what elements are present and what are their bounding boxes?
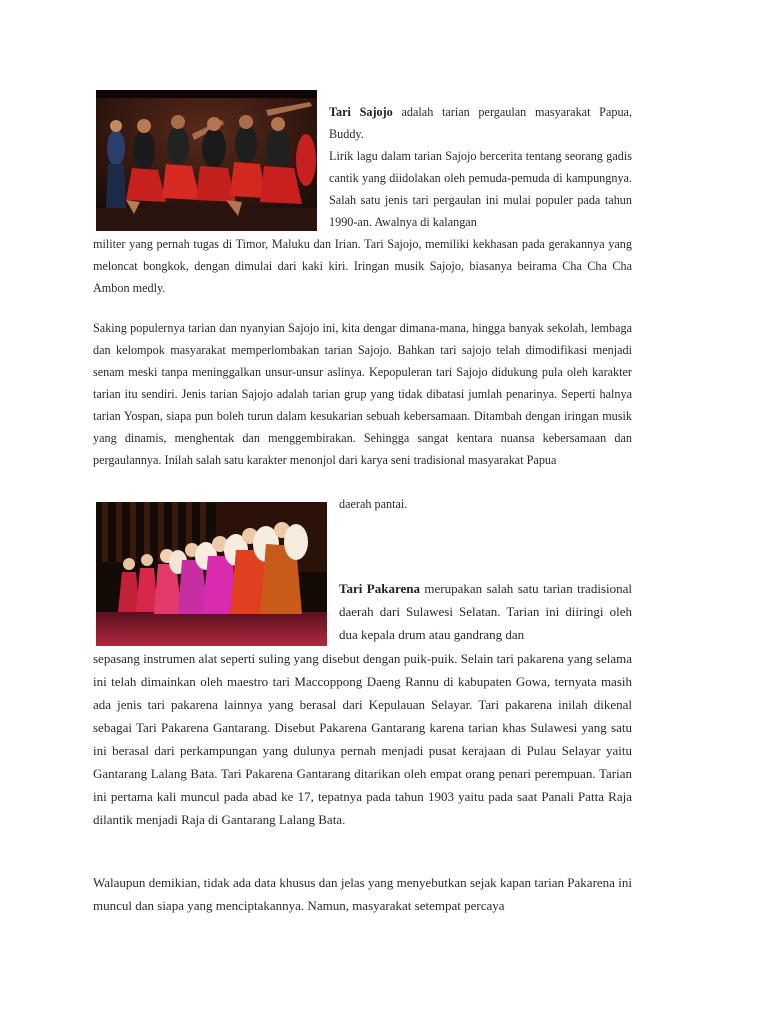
sajojo-paragraph-2: Saking populernya tarian dan nyanyian Sajojo ini, kita dengar dimana-mana, hingga banyak sekolah, lembaga dan kelompok masyarakat memperlombakan tarian Sajojo. Bahkan tari sajojo telah dimodifikasi menjadi senam meski tanpa meninggalkan unsur-unsur aslinya. Kepopuleran tari Sajojo didukung pula oleh karakter tarian itu sendiri. Jenis tarian Sajojo adalah tarian grup yang tidak dibatasi jumlah penarinya. Seperti halnya tarian Yospan, siapa pun boleh turun dalam kesukarian sebuah kebersamaan. Ditambah dengan iringan musik yang dinamis, menghentak dan menggembirakan. Sehingga sangat kentara nuansa kebersamaan dan pergaulannya. Inilah salah satu karakter menonjol dari karya seni tradisional masyarakat Papua — [93, 321, 632, 467]
sajojo-side-text: Lirik lagu dalam tarian Sajojo bercerita tentang seorang gadis cantik yang diidolakan oleh pemuda-pemuda di kampungnya. Salah satu jenis tari pergaulan ini mulai populer pada tahun 1990-an. Awalnya di kalangan — [329, 149, 632, 229]
sajojo-dance-photo — [96, 90, 317, 231]
pakarena-full-text: sepasang instrumen alat seperti suling yang disebut dengan puik-puik. Selain tari pakarena yang selama ini telah dimainkan oleh maestro tari Maccoppong Daeng Rannu di kabupaten Gowa, ternyata masih ada jenis tari pakarena lainnya yang berasal dari Kepulauan Selayar. Tari pakarena inilah dikenal sebagai Tari Pakarena Gantarang. Disebut Pakarena Gantarang karena tarian khas Sulawesi yang satu ini berasal dari perkampungan yang dulunya pernah menjadi pusat kerajaan di Pulau Selayar yaitu Gantarang Lalang Bata. Tari Pakarena Gantarang ditarikan oleh empat orang penari perempuan. Tarian ini pertama kali muncul pada abad ke 17, tepatnya pada tahun 1903 yaitu pada saat Panali Patta Raja dilantik menjadi Raja di Gantarang Lalang Bata. — [93, 651, 632, 827]
sajojo-intro-block — [329, 101, 632, 233]
sajojo-intro-text: adalah tarian pergaulan masyarakat Papua, Buddy. — [329, 105, 632, 141]
pakarena-paragraph-2: Walaupun demikian, tidak ada data khusus dan jelas yang menyebutkan sejak kapan tarian Pakarena ini muncul dan siapa yang menciptakannya. Namun, masyarakat setempat percaya — [93, 875, 632, 913]
sajojo-paragraph-2-tail: daerah pantai. — [339, 497, 408, 511]
sajojo-full-text: militer yang pernah tugas di Timor, Maluku dan Irian. Tari Sajojo, memiliki kekhasan pada gerakannya yang meloncat bongkok, dengan dimulai dari kaki kiri. Iringan musik Sajojo, biasanya beirama Cha Cha Cha Ambon medly. — [93, 237, 632, 295]
sajojo-intro — [329, 101, 632, 145]
pakarena-intro — [339, 577, 632, 646]
pakarena-title: Tari Pakarena — [339, 581, 420, 596]
pakarena-side-text: merupakan salah satu tarian tradisional daerah dari Sulawesi Selatan. Tarian ini diiringi oleh dua kepala drum atau gandrang dan — [339, 581, 632, 642]
sajojo-title: Tari Sajojo — [329, 105, 393, 119]
pakarena-dance-photo — [96, 502, 327, 646]
